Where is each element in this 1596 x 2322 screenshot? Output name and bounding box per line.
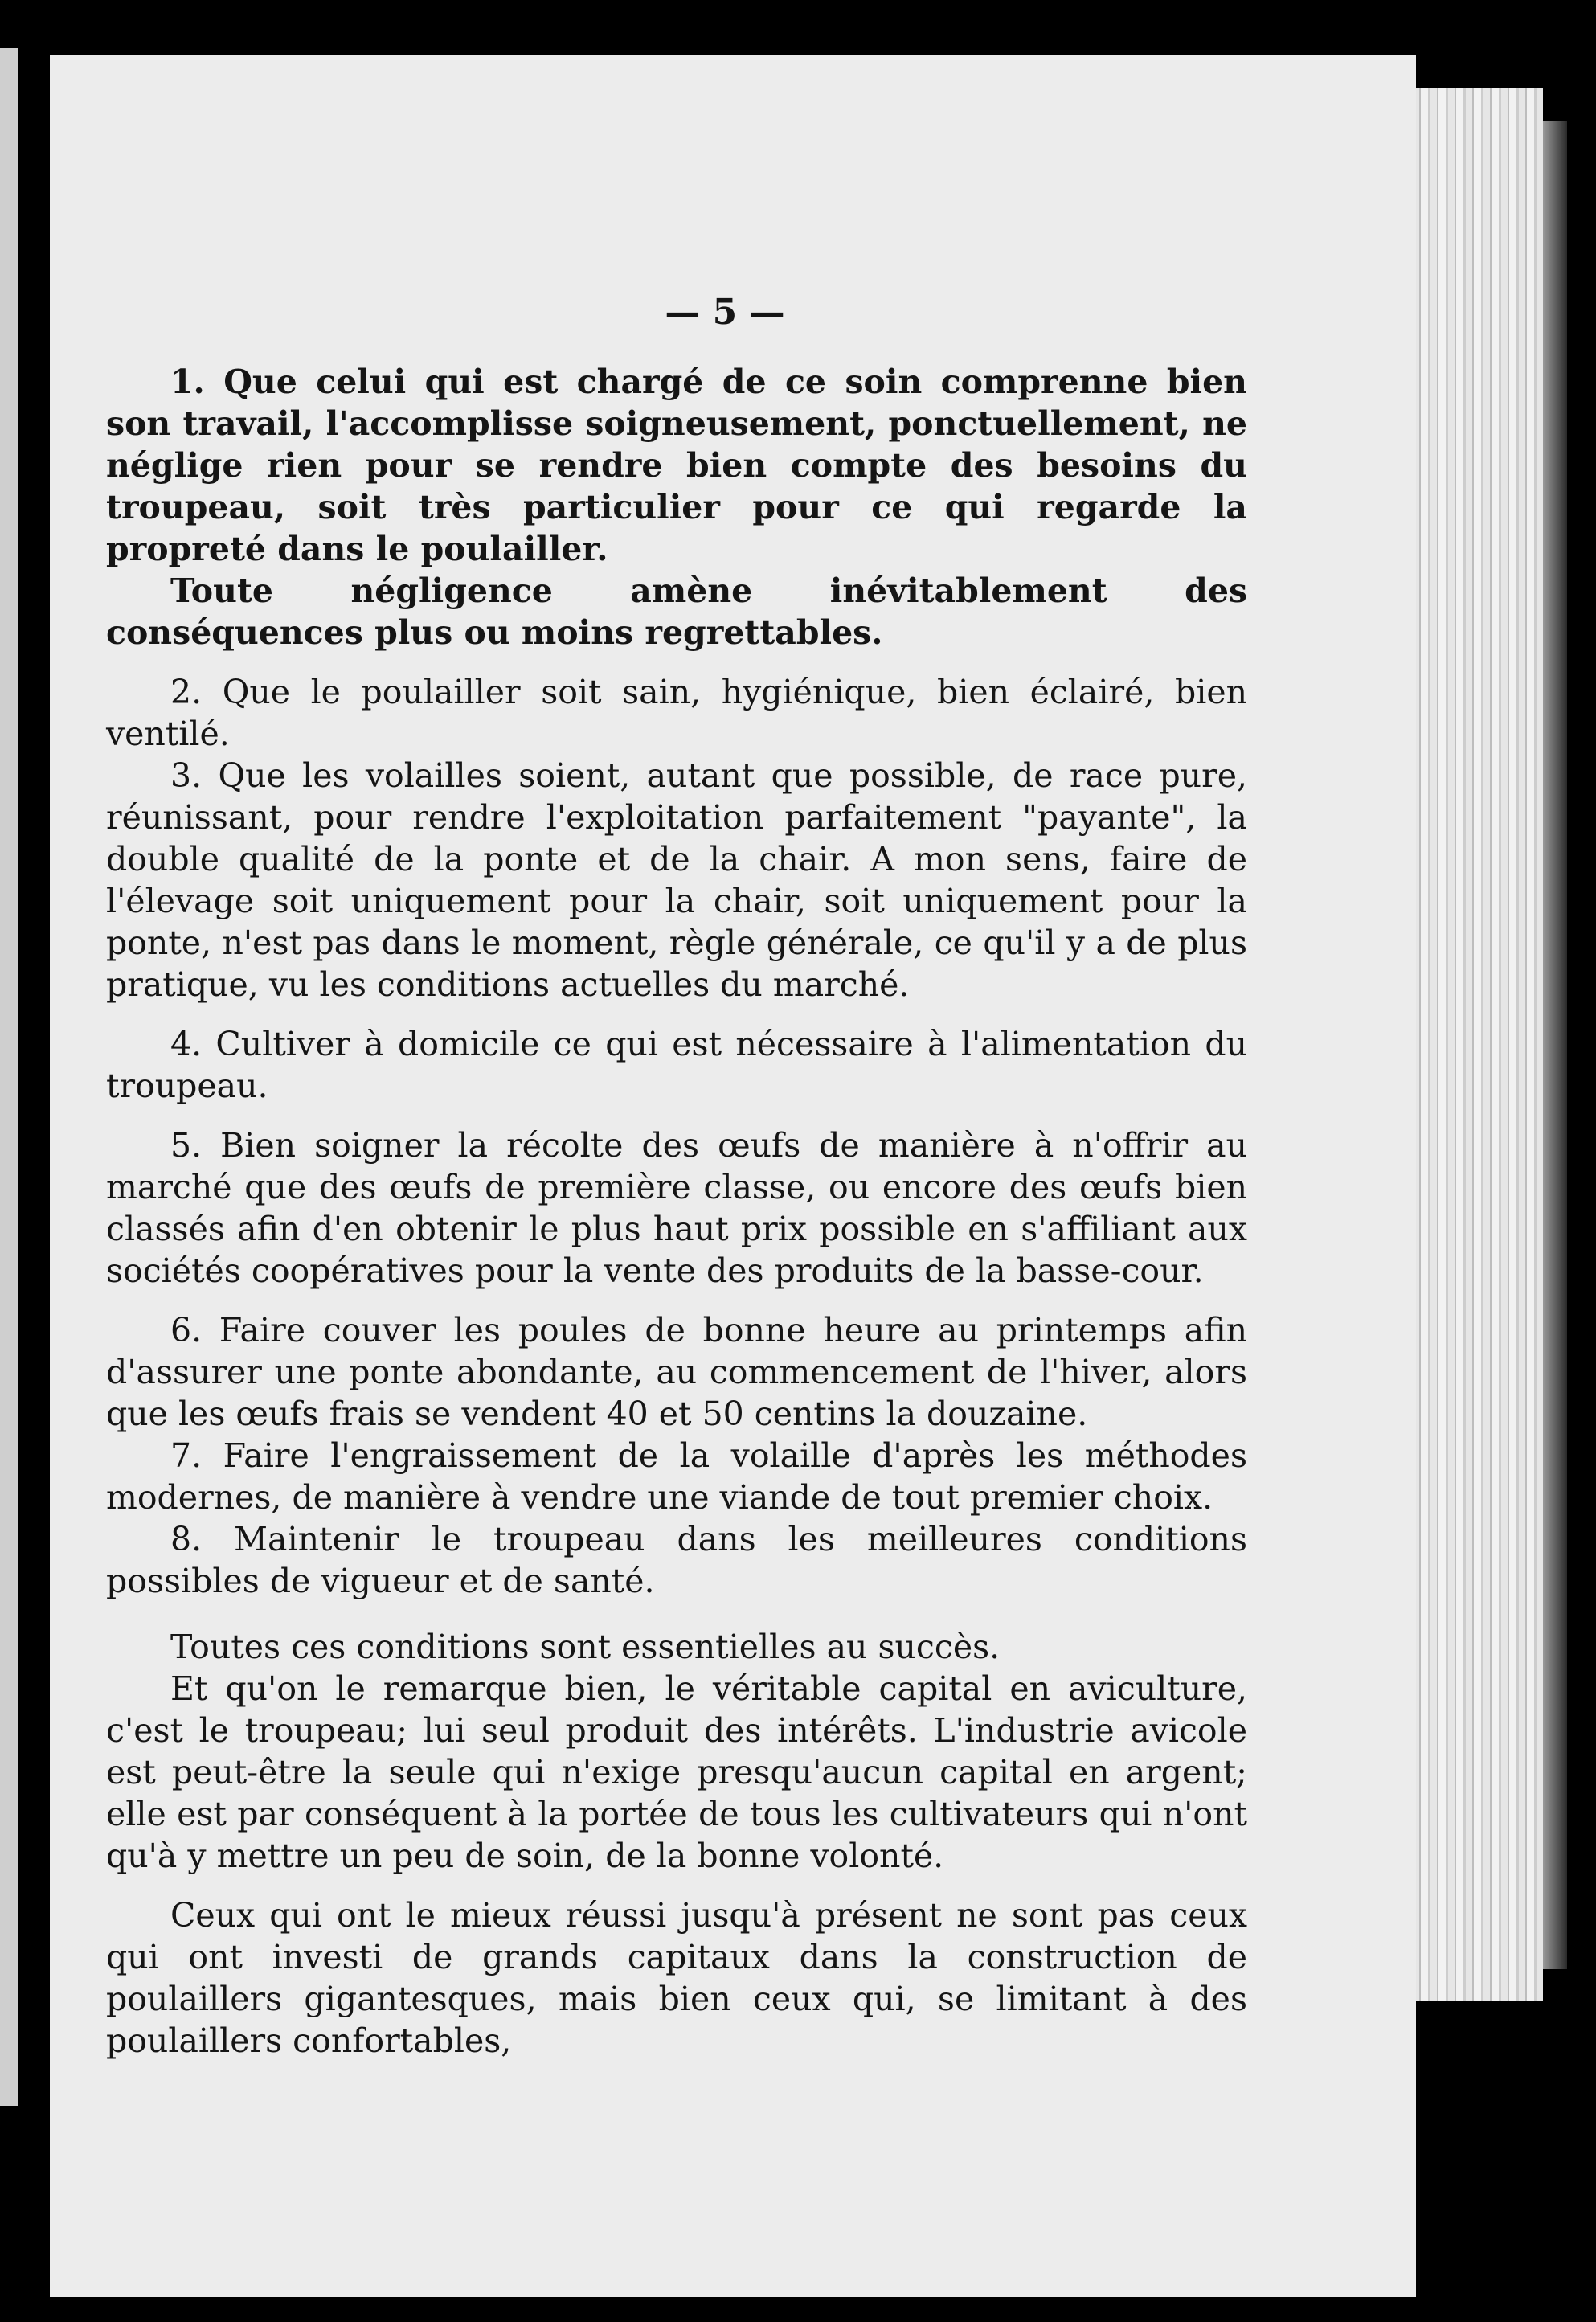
paragraph-8: 8. Maintenir le troupeau dans les meilleures conditions possibles de vigueur et de santé. [106,1520,1247,1600]
paragraph-capital: Et qu'on le remarque bien, le véritable capital en aviculture, c'est le troupeau; lui seul produit des intérêts. L'industrie avicole est peut-être la seule qui n'exige presqu'aucun capital en argent; elle est par conséquent à la portée de tous les cultivateurs qui n'ont qu'à y mettre un peu de soin, de la bonne volonté. [106,1669,1247,1875]
book-page [50,55,1416,2297]
page-number: — 5 — [665,292,785,333]
paragraph-6: 6. Faire couver les poules de bonne heure au printemps afin d'assurer une ponte abondante, au commencement de l'hiver, alors que les œufs frais se vendent 40 et 50 centins la douzaine. [106,1311,1247,1433]
bold-section [106,361,1247,653]
paragraph-4: 4. Cultiver à domicile ce qui est nécessaire à l'alimentation du troupeau. [106,1025,1247,1105]
paragraph-success: Ceux qui ont le mieux réussi jusqu'à présent ne sont pas ceux qui ont investi de grands capitaux dans la construction de poulaillers gigantesques, mais bien ceux qui, se limitant à des poulaillers confortables, [106,1896,1247,2060]
adjacent-page-edge [0,48,18,2106]
paragraph-5: 5. Bien soigner la récolte des œufs de manière à n'offrir au marché que des œufs de première classe, ou encore des œufs bien classés afin d'en obtenir le plus haut prix possible en s'affiliant aux sociétés coopératives pour la vente des produits de la basse-cour. [106,1126,1247,1290]
paragraph-negligence: Toute négligence amène inévitablement des conséquences plus ou moins regrettables. [106,571,1247,652]
paragraph-2: 2. Que le poulailler soit sain, hygiénique, bien éclairé, bien ventilé. [106,673,1247,753]
paragraph-3: 3. Que les volailles soient, autant que possible, de race pure, réunissant, pour rendre l'exploitation parfaitement "payante", la double qualité de la ponte et de la chair. A mon sens, faire de l'élevage soit uniquement pour la chair, soit uniquement pour la ponte, n'est pas dans le moment, règle générale, ce qu'il y a de plus pratique, vu les conditions actuelles du marché. [106,756,1247,1004]
paragraph-conditions: Toutes ces conditions sont essentielles au succès. [170,1628,1001,1666]
paragraph-1: 1. Que celui qui est chargé de ce soin comprenne bien son travail, l'accomplisse soigneusement, ponctuellement, ne néglige rien pour se rendre bien compte des besoins du troupeau, soit très particulier pour ce qui regarde la propreté dans le poulailler. [106,362,1247,568]
paragraph-7: 7. Faire l'engraissement de la volaille d'après les méthodes modernes, de manière à vendre une viande de tout premier choix. [106,1436,1247,1517]
page-text [106,292,1247,2062]
